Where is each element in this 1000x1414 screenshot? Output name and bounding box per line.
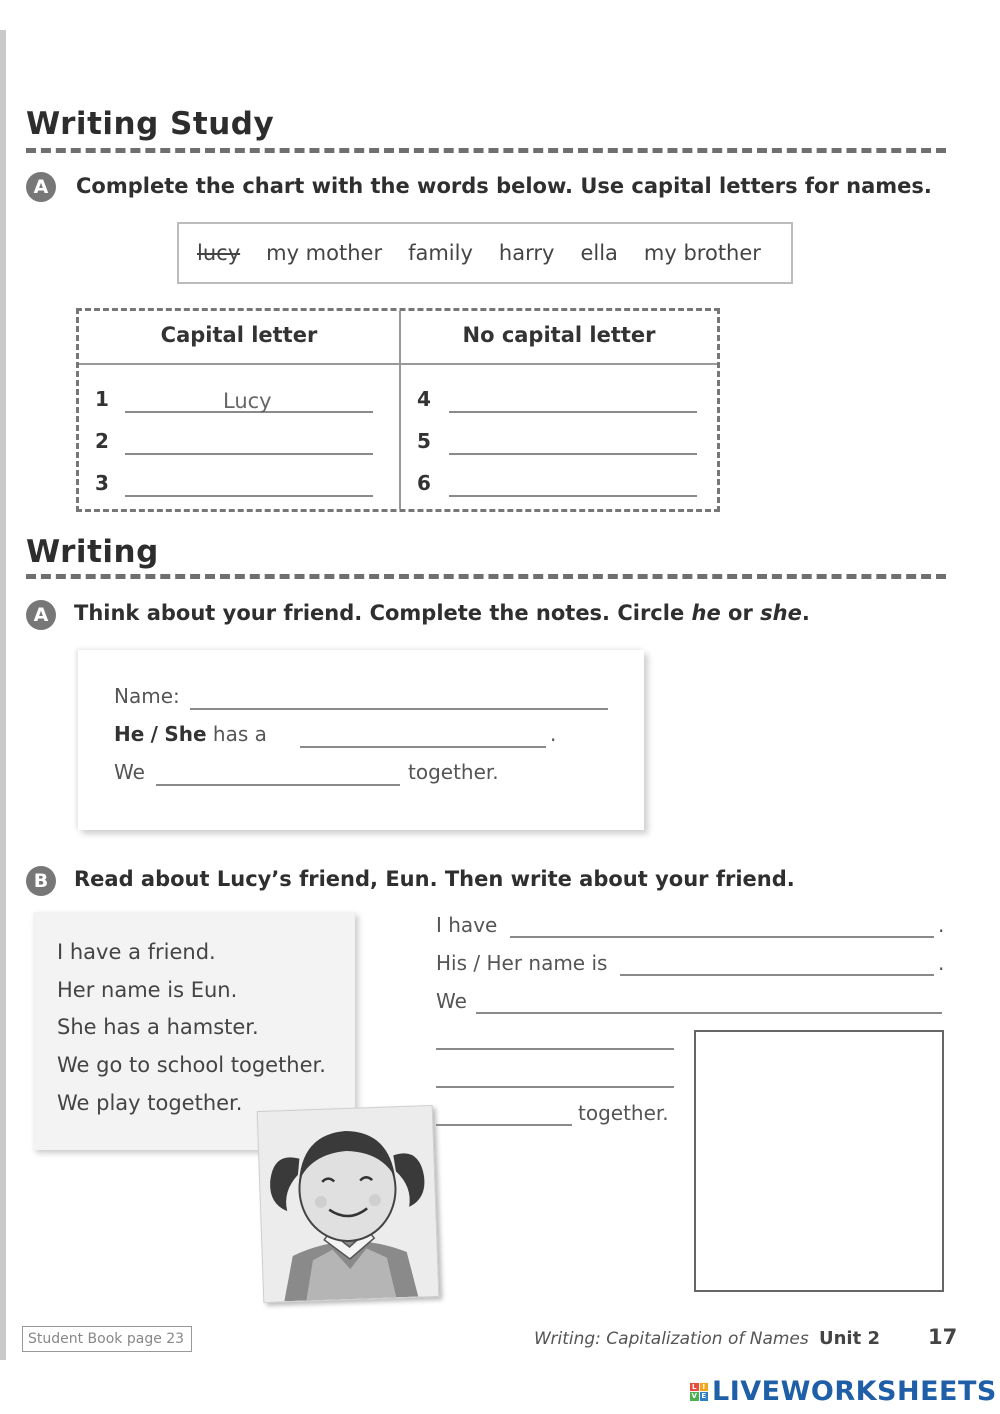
writing-study-rule — [26, 148, 946, 153]
answer-blank-5[interactable] — [449, 453, 697, 455]
liveworksheets-text: LIVEWORKSHEETS — [712, 1376, 997, 1407]
header-no-capital-letter: No capital letter — [462, 323, 656, 347]
girl-illustration — [257, 1105, 440, 1303]
writing-rule — [26, 574, 946, 579]
name-blank[interactable] — [190, 708, 608, 710]
writing-b-instruction: Read about Lucy’s friend, Eun. Then write about your friend. — [74, 867, 795, 891]
row-number: 3 — [95, 471, 109, 495]
has-a-blank[interactable] — [300, 746, 546, 748]
liveworksheets-logo — [690, 1376, 997, 1407]
answer-blank-2[interactable] — [125, 453, 373, 455]
model-line: Her name is Eun. — [57, 978, 238, 1002]
activity-a-badge: A — [26, 600, 56, 630]
header-capital-letter: Capital letter — [160, 323, 318, 347]
answer-blank-4[interactable] — [449, 411, 697, 413]
model-line: I have a friend. — [57, 940, 216, 964]
name-is-label: His / Her name is — [436, 951, 608, 975]
model-line: We go to school together. — [57, 1053, 326, 1077]
word-bank — [177, 222, 793, 284]
word-bank-item-struck: lucy — [197, 241, 241, 265]
answer-1-text: Lucy — [223, 389, 272, 413]
activity-b-badge: B — [26, 866, 56, 896]
activity-a-badge: A — [26, 172, 56, 202]
unit-label: Unit 2 — [819, 1328, 880, 1349]
we-label: We — [114, 760, 145, 784]
page-number: 17 — [928, 1325, 958, 1349]
writing-a-instruction: Think about your friend. Complete the notes. Circle he or she. — [74, 601, 810, 625]
answer-blank-3[interactable] — [125, 495, 373, 497]
chart-header-rule — [79, 363, 717, 365]
page-spine-shadow — [0, 30, 6, 1360]
together-label: together. — [578, 1101, 669, 1125]
writing-blank[interactable] — [436, 1086, 674, 1088]
period: . — [938, 913, 945, 937]
student-book-reference: Student Book page 23 — [22, 1326, 192, 1352]
writing-blank[interactable] — [436, 1124, 572, 1126]
he-she-row: He / She has a — [114, 722, 267, 746]
writing-study-title: Writing Study — [26, 106, 275, 142]
i-have-blank[interactable] — [510, 936, 934, 938]
row-number: 1 — [95, 387, 109, 411]
writing-title: Writing — [26, 534, 159, 570]
writing-blank[interactable] — [436, 1048, 674, 1050]
word-bank-item: family — [408, 241, 473, 265]
row-number: 6 — [417, 471, 431, 495]
row-number: 5 — [417, 429, 431, 453]
she-choice[interactable]: She — [164, 722, 207, 746]
liveworksheets-logo-icon: L I V E — [691, 1382, 707, 1401]
period: . — [938, 951, 945, 975]
word-bank-item: harry — [498, 241, 555, 265]
period: . — [550, 722, 557, 746]
model-line: We play together. — [57, 1091, 243, 1115]
together-label: together. — [408, 760, 499, 784]
row-number: 4 — [417, 387, 431, 411]
model-line: She has a hamster. — [57, 1015, 259, 1039]
answer-blank-6[interactable] — [449, 495, 697, 497]
row-number: 2 — [95, 429, 109, 453]
we-blank[interactable] — [156, 784, 400, 786]
capitalization-chart — [76, 308, 720, 512]
word-bank-item: my brother — [643, 241, 761, 265]
girl-illustration-svg — [258, 1106, 439, 1302]
i-have-label: I have — [436, 913, 498, 937]
word-bank-item: ella — [580, 241, 618, 265]
we-label: We — [436, 989, 467, 1013]
footer-title: Writing: Capitalization of Names — [534, 1329, 809, 1349]
we-blank[interactable] — [476, 1012, 942, 1014]
writing-study-instruction: Complete the chart with the words below. Use capital letters for names. — [76, 174, 932, 198]
friend-notes-card — [78, 650, 644, 830]
drawing-box[interactable] — [694, 1030, 944, 1292]
name-is-blank[interactable] — [620, 974, 934, 976]
name-label: Name: — [114, 684, 180, 708]
word-bank-item: my mother — [266, 241, 383, 265]
he-choice[interactable]: He — [114, 722, 145, 746]
